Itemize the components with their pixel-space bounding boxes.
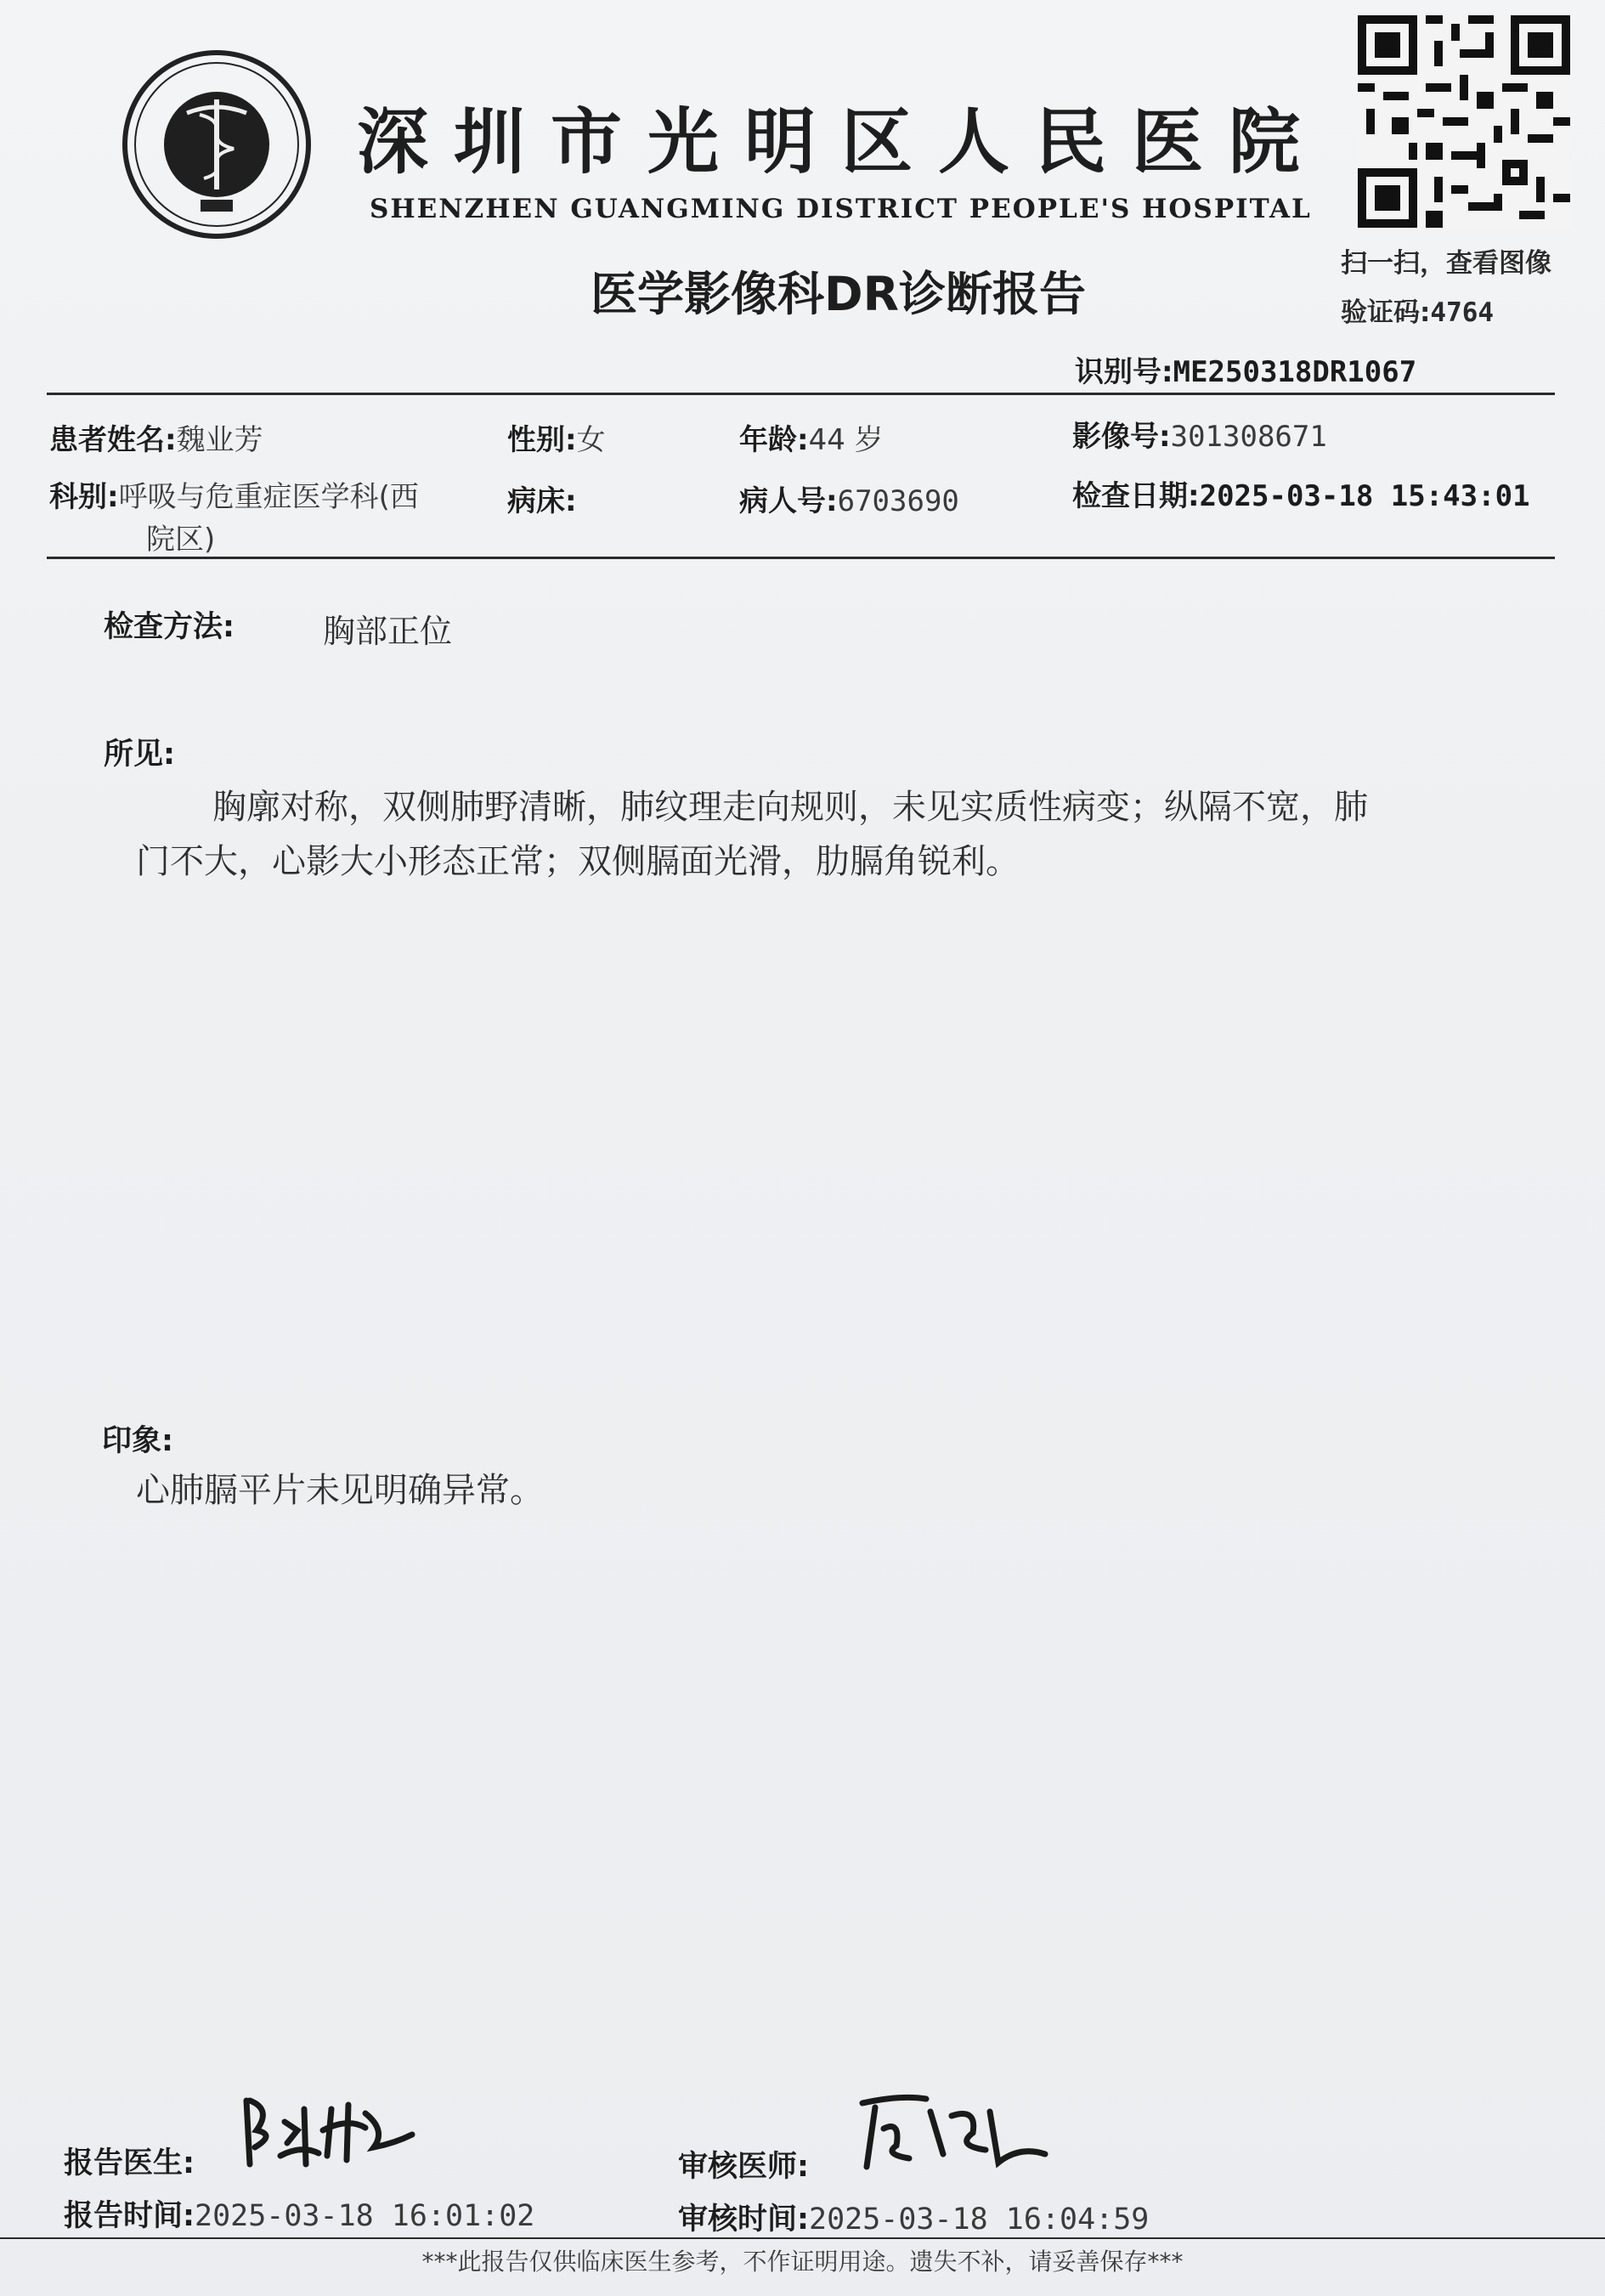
sex-field <box>507 416 606 458</box>
report-time-label: 报告时间: <box>64 2199 195 2233</box>
patient-name-field <box>49 416 263 458</box>
report-time-field <box>64 2192 534 2235</box>
review-time-field <box>678 2196 1149 2238</box>
exam-method-value: 胸部正位 <box>323 613 453 650</box>
findings-text-line2: 门不大，心影大小形态正常；双侧膈面光滑，肋膈角锐利。 <box>136 842 1020 881</box>
hospital-name-en: SHENZHEN GUANGMING DISTRICT PEOPLE'S HOSPITAL <box>370 194 1312 224</box>
verify-code <box>1341 291 1494 329</box>
impression-label: 印象: <box>102 1424 173 1458</box>
dept-field <box>49 476 419 561</box>
image-no-field <box>1072 413 1327 455</box>
patient-no-label: 病人号: <box>739 484 838 518</box>
image-no-value: 301308671 <box>1170 420 1327 454</box>
review-time-label: 审核时间: <box>678 2203 809 2237</box>
dept-value-line1: 呼吸与危重症医学科(西 <box>118 480 419 514</box>
reporter-label: 报告医生: <box>64 2146 195 2180</box>
verify-code-value: 4764 <box>1430 297 1495 328</box>
report-id-value: ME250318DR1067 <box>1173 355 1417 389</box>
report-title: 医学影像科DR诊断报告 <box>591 267 1087 321</box>
findings-label: 所见: <box>104 738 175 772</box>
report-id <box>1075 348 1416 390</box>
sex-label: 性别: <box>507 423 577 457</box>
reviewer-signature <box>850 2086 1054 2180</box>
info-divider <box>47 557 1555 559</box>
patient-no-value: 6703690 <box>837 484 959 518</box>
exam-date-label: 检查日期: <box>1072 479 1200 513</box>
bed-label: 病床: <box>507 484 577 518</box>
age-label: 年龄: <box>739 423 809 457</box>
hospital-seal-logo <box>119 47 314 242</box>
report-id-label: 识别号: <box>1075 355 1173 389</box>
review-time-value: 2025-03-18 16:04:59 <box>809 2203 1150 2237</box>
reporter-signature <box>238 2084 425 2177</box>
qr-scan-hint: 扫一扫，查看图像 <box>1341 248 1551 279</box>
sex-value: 女 <box>576 423 606 457</box>
exam-method-label: 检查方法: <box>104 610 235 644</box>
dept-label: 科别: <box>49 480 119 514</box>
header-divider <box>47 393 1555 395</box>
dept-value-line2: 院区) <box>146 523 216 557</box>
verify-code-label: 验证码: <box>1341 297 1431 328</box>
reviewer-label: 审核医师: <box>678 2150 809 2184</box>
report-time-value: 2025-03-18 16:01:02 <box>195 2199 535 2233</box>
patient-name: 魏业芳 <box>176 423 263 457</box>
bed-field <box>507 478 577 519</box>
footer-divider <box>0 2237 1605 2239</box>
patient-name-label: 患者姓名: <box>49 423 177 457</box>
age-value: 44 岁 <box>808 423 884 457</box>
patient-no-field <box>739 478 959 519</box>
findings-text-line1: 胸廓对称，双侧肺野清晰，肺纹理走向规则，未见实质性病变；纵隔不宽，肺 <box>212 788 1368 827</box>
hospital-name-cn: 深圳市光明区人民医院 <box>357 99 1326 184</box>
qr-code[interactable] <box>1358 15 1570 228</box>
image-no-label: 影像号: <box>1072 420 1171 454</box>
age-field <box>739 416 884 458</box>
impression-text: 心肺膈平片未见明确异常。 <box>136 1471 544 1510</box>
exam-date-field <box>1072 472 1530 514</box>
footer-disclaimer: ***此报告仅供临床医生参考，不作证明用途。遗失不补，请妥善保存*** <box>421 2248 1184 2276</box>
exam-date-value: 2025-03-18 15:43:01 <box>1199 479 1530 513</box>
